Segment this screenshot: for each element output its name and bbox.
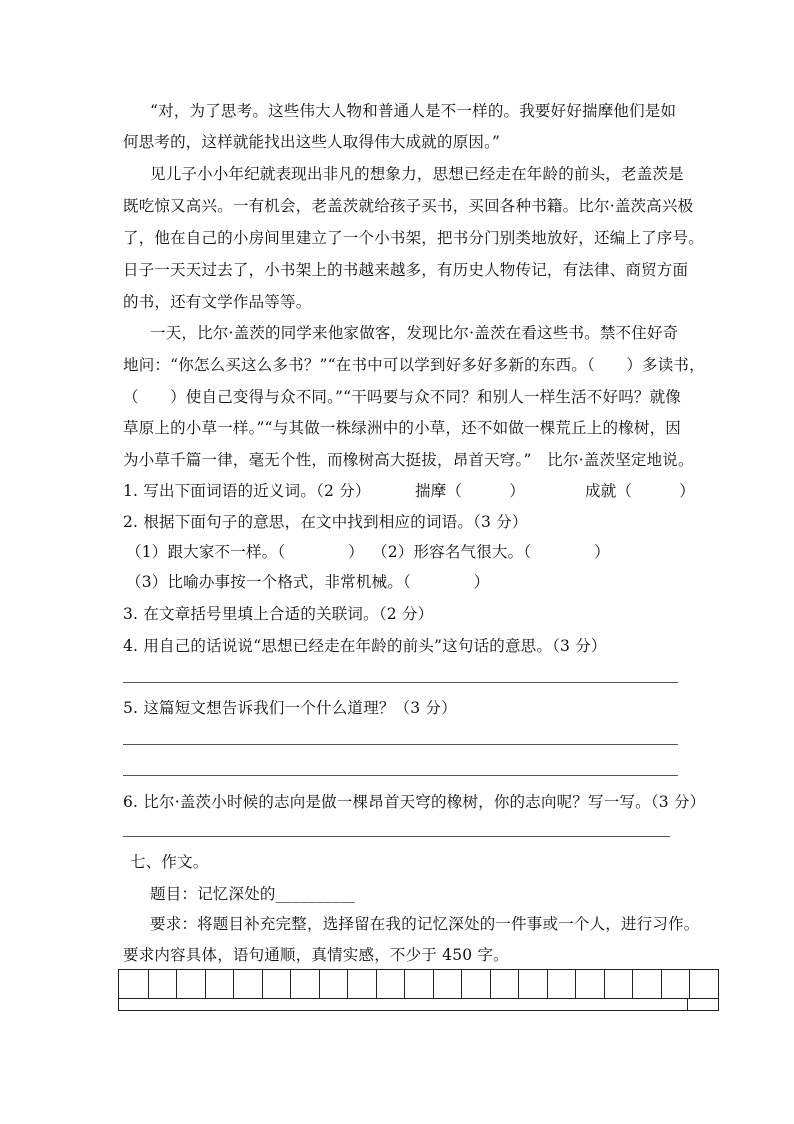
passage-line-8: 一天，比尔·盖茨的同学来他家做客，发现比尔·盖茨在看这些书。禁不住好奇 (150, 324, 679, 342)
answer-line-q6[interactable] (123, 836, 670, 837)
passage-line-12: 为小草千篇一律，毫无个性，而橡树高大挺拔，昂首天穹。” 比尔·盖茨坚定地说。 (123, 451, 694, 469)
question-2-item-2: （2）形容名气很大。（ ） (372, 543, 610, 561)
passage-line-3: 见儿子小小年纪就表现出非凡的想象力，思想已经走在年龄的前头，老盖茨是 (150, 165, 684, 183)
passage-line-2: 何思考的，这样就能找出这些人取得伟大成就的原因。” (123, 133, 501, 151)
answer-line-q4[interactable] (123, 682, 678, 683)
question-2-item-1: （1）跟大家不一样。（ ） (126, 543, 364, 561)
answer-line-q5-1[interactable] (123, 744, 678, 745)
composition-heading: 七、作文。 (130, 853, 209, 871)
question-3-text: 3. 在文章括号里填上合适的关联词。（2 分） (123, 605, 434, 623)
question-6-text: 6. 比尔·盖茨小时候的志向是做一棵昂首天穹的橡树，你的志向呢？写一写。（3 分） (123, 793, 706, 811)
writing-grid-row (119, 970, 718, 999)
grid-cell[interactable] (119, 970, 690, 998)
grid-divider (687, 999, 688, 1010)
passage-line-9: 地问：“你怎么买这么多书？”“在书中可以学到好多好多新的东西。（ ）多读书， (123, 356, 705, 374)
composition-requirement-2: 要求内容具体，语句通顺，真情实感，不少于 450 字。 (123, 946, 509, 964)
composition-requirement-1: 要求：将题目补充完整，选择留在我的记忆深处的一件事或一个人，进行习作。 (150, 915, 700, 933)
passage-line-1: “对，为了思考。这些伟大人物和普通人是不一样的。我要好好揣摩他们是如 (150, 102, 677, 120)
question-2-text: 2. 根据下面句子的意思，在文中找到相应的词语。（3 分） (123, 513, 528, 531)
question-1-word-1: 揣摩（ ） (415, 482, 525, 500)
answer-line-q5-2[interactable] (123, 775, 678, 776)
question-1-word-2: 成就（ ） (585, 482, 695, 500)
passage-line-6: 日子一天天过去了，小书架上的书越来越多，有历史人物传记，有法律、商贸方面 (123, 261, 689, 279)
passage-line-7: 的书，还有文学作品等等。 (123, 293, 312, 311)
question-1-text: 1. 写出下面词语的近义词。（2 分） (123, 482, 371, 500)
question-5-text: 5. 这篇短文想告诉我们一个什么道理？（3 分） (123, 699, 457, 717)
composition-title: 题目：记忆深处的__________ (150, 885, 356, 903)
writing-grid-row (119, 999, 718, 1010)
question-2-item-3: （3）比喻办事按一个格式，非常机械。（ ） (126, 573, 490, 591)
question-4-text: 4. 用自己的话说说“思想已经走在年龄的前头”这句话的意思。（3 分） (123, 637, 607, 655)
passage-line-10: （ ）使自己变得与众不同。”“干吗要与众不同？和别人一样生活不好吗？就像 (123, 388, 682, 406)
passage-line-11: 草原上的小草一样。”“与其做一株绿洲中的小草，还不如做一棵荒丘上的橡树，因 (123, 419, 682, 437)
writing-grid[interactable] (118, 969, 719, 1011)
passage-line-5: 了，他在自己的小房间里建立了一个小书架，把书分门别类地放好，还编上了序号。 (123, 229, 704, 247)
passage-line-4: 既吃惊又高兴。一有机会，老盖茨就给孩子买书，买回各种书籍。比尔·盖茨高兴极 (123, 197, 694, 215)
